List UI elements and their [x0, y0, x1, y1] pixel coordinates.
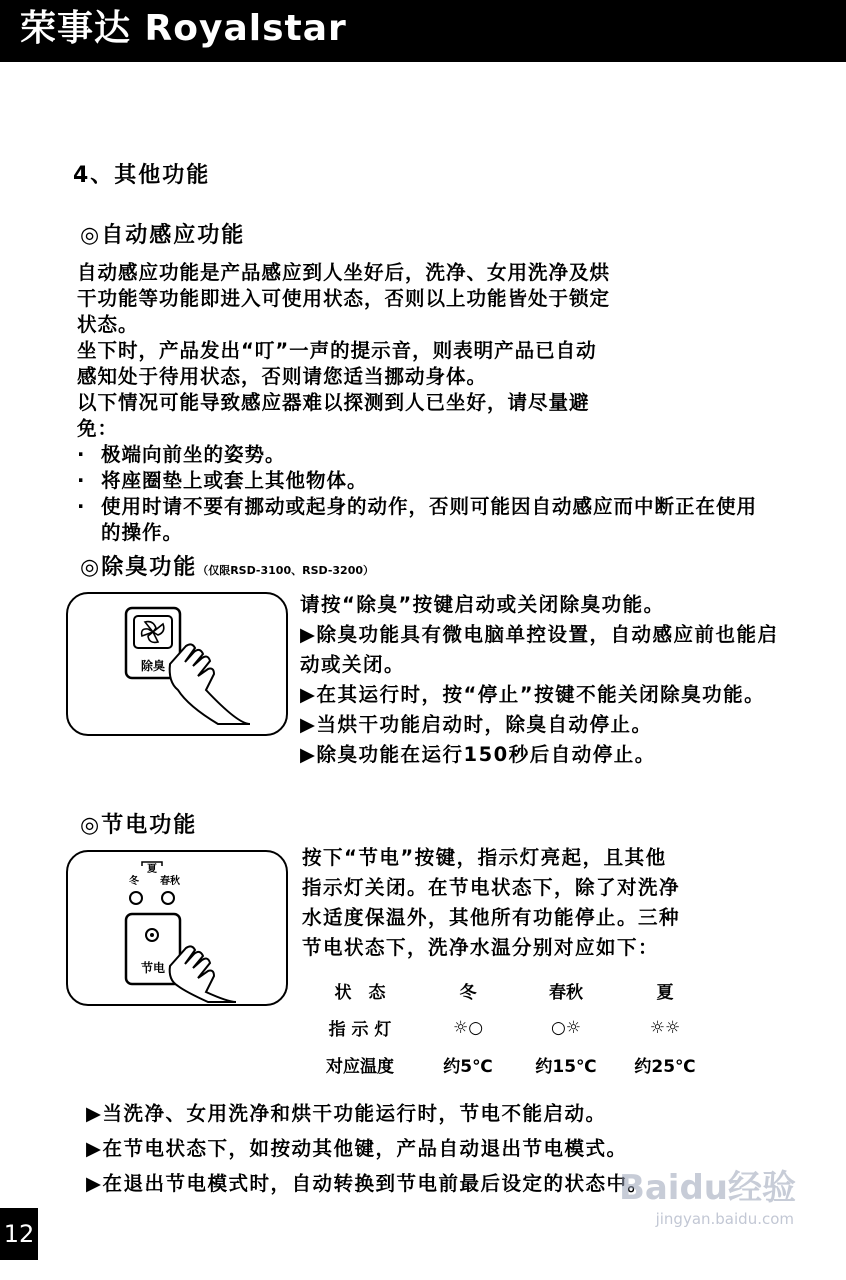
indicator-light-right — [162, 892, 174, 904]
table-cell: 约5℃ — [443, 1057, 493, 1077]
bullet-item: · 将座圈垫上或套上其他物体。 — [77, 469, 368, 492]
indicator-light-left — [130, 892, 142, 904]
indicator-pattern-summer: ☼☼ — [649, 1017, 681, 1038]
power-save-line: 水适度保温外，其他所有功能停止。三种 — [302, 906, 681, 929]
bottom-note: ▶在退出节电模式时，自动转换到节电前最后设定的状态中。 — [86, 1172, 649, 1195]
indicator-summer-label: 夏 — [147, 864, 157, 875]
table-cell: 冬 — [459, 983, 477, 1003]
indicator-spring-autumn-label: 春秋 — [160, 876, 180, 887]
bullet-item: · 使用时请不要有挪动或起身的动作，否则可能因自动感应而中断正在使用的操作。 — [77, 494, 777, 546]
power-save-illustration-box — [66, 850, 288, 1006]
table-cell: 春秋 — [549, 983, 583, 1003]
table-row — [300, 1046, 714, 1083]
deodorize-text — [300, 590, 780, 770]
bullet-text: 使用时请不要有挪动或起身的动作，否则可能因自动感应而中断正在使用的操作。 — [101, 495, 758, 544]
deodorize-line: ▶在其运行时，按“停止”按键不能关闭除臭功能。 — [300, 683, 766, 706]
power-save-line: 指示灯关闭。在节电状态下，除了对洗净 — [302, 876, 681, 899]
auto-sense-line: 以下情况可能导致感应器难以探测到人已坐好，请尽量避 — [77, 391, 590, 414]
temperature-table — [300, 972, 714, 1083]
deodorize-heading-text: ◎除臭功能 — [80, 555, 198, 580]
deodorize-line: ▶除臭功能具有微电脑单控设置，自动感应前也能启动或关闭。 — [300, 623, 779, 676]
auto-sense-line: 感知处于待用状态，否则请您适当挪动身体。 — [77, 365, 488, 388]
auto-sense-line: 自动感应功能是产品感应到人坐好后，洗净、女用洗净及烘 — [77, 261, 611, 284]
auto-sense-heading: ◎自动感应功能 — [80, 223, 246, 248]
deodorize-line: 请按“除臭”按键启动或关闭除臭功能。 — [300, 593, 665, 616]
section-title: 4、其他功能 — [73, 163, 211, 188]
power-save-button-label: 节电 — [140, 961, 166, 975]
brand-logo: 荣事达 Royalstar — [20, 8, 347, 49]
deodorize-button-label: 除臭 — [140, 659, 166, 673]
power-save-line: 按下“节电”按键，指示灯亮起，且其他 — [302, 846, 667, 869]
table-cell: 状 态 — [334, 983, 386, 1003]
deodorize-heading — [80, 550, 374, 581]
hand-pointer-icon — [170, 644, 250, 724]
bottom-note: ▶在节电状态下，如按动其他键，产品自动退出节电模式。 — [86, 1137, 628, 1160]
auto-sense-line: 干功能等功能即进入可使用状态，否则以上功能皆处于锁定 — [77, 287, 611, 310]
deodorize-illustration — [68, 594, 286, 734]
auto-sense-line: 坐下时，产品发出“叮”一声的提示音，则表明产品已自动 — [77, 339, 597, 362]
hand-pointer-icon — [170, 946, 236, 1002]
power-save-heading: ◎节电功能 — [80, 813, 198, 838]
power-save-text — [302, 843, 782, 963]
table-cell: 对应温度 — [326, 1057, 394, 1077]
deodorize-line: ▶当烘干功能启动时，除臭自动停止。 — [300, 713, 653, 736]
auto-sense-line: 免： — [77, 417, 119, 440]
bullet-text: 极端向前坐的姿势。 — [101, 443, 286, 466]
bottom-note: ▶当洗净、女用洗净和烘干功能运行时，节电不能启动。 — [86, 1102, 607, 1125]
table-cell: 指 示 灯 — [328, 1020, 392, 1040]
power-save-illustration — [68, 852, 286, 1004]
table-cell: 约15℃ — [535, 1057, 597, 1077]
table-cell: 约25℃ — [634, 1057, 696, 1077]
table-row — [300, 972, 714, 1009]
page-number: 12 — [0, 1208, 38, 1260]
bullet-item: · 极端向前坐的姿势。 — [77, 443, 286, 466]
deodorize-illustration-box — [66, 592, 288, 736]
indicator-pattern-winter: ☼○ — [452, 1017, 484, 1038]
deodorize-line: ▶除臭功能在运行150秒后自动停止。 — [300, 743, 656, 766]
watermark-url: jingyan.baidu.com — [655, 1210, 794, 1228]
watermark-logo: Baidu经验 — [618, 1168, 796, 1208]
header-bar — [0, 0, 846, 62]
bullet-text: 将座圈垫上或套上其他物体。 — [101, 469, 368, 492]
power-save-line: 节电状态下，洗净水温分别对应如下： — [302, 936, 660, 959]
table-cell: 夏 — [656, 983, 674, 1003]
auto-sense-text — [77, 260, 777, 546]
deodorize-model-note: （仅限RSD-3100、RSD-3200） — [197, 564, 375, 577]
indicator-winter-label: 冬 — [129, 876, 139, 887]
table-row — [300, 1009, 714, 1046]
indicator-pattern-spring-autumn: ○☼ — [550, 1017, 582, 1038]
auto-sense-line: 状态。 — [77, 313, 139, 336]
